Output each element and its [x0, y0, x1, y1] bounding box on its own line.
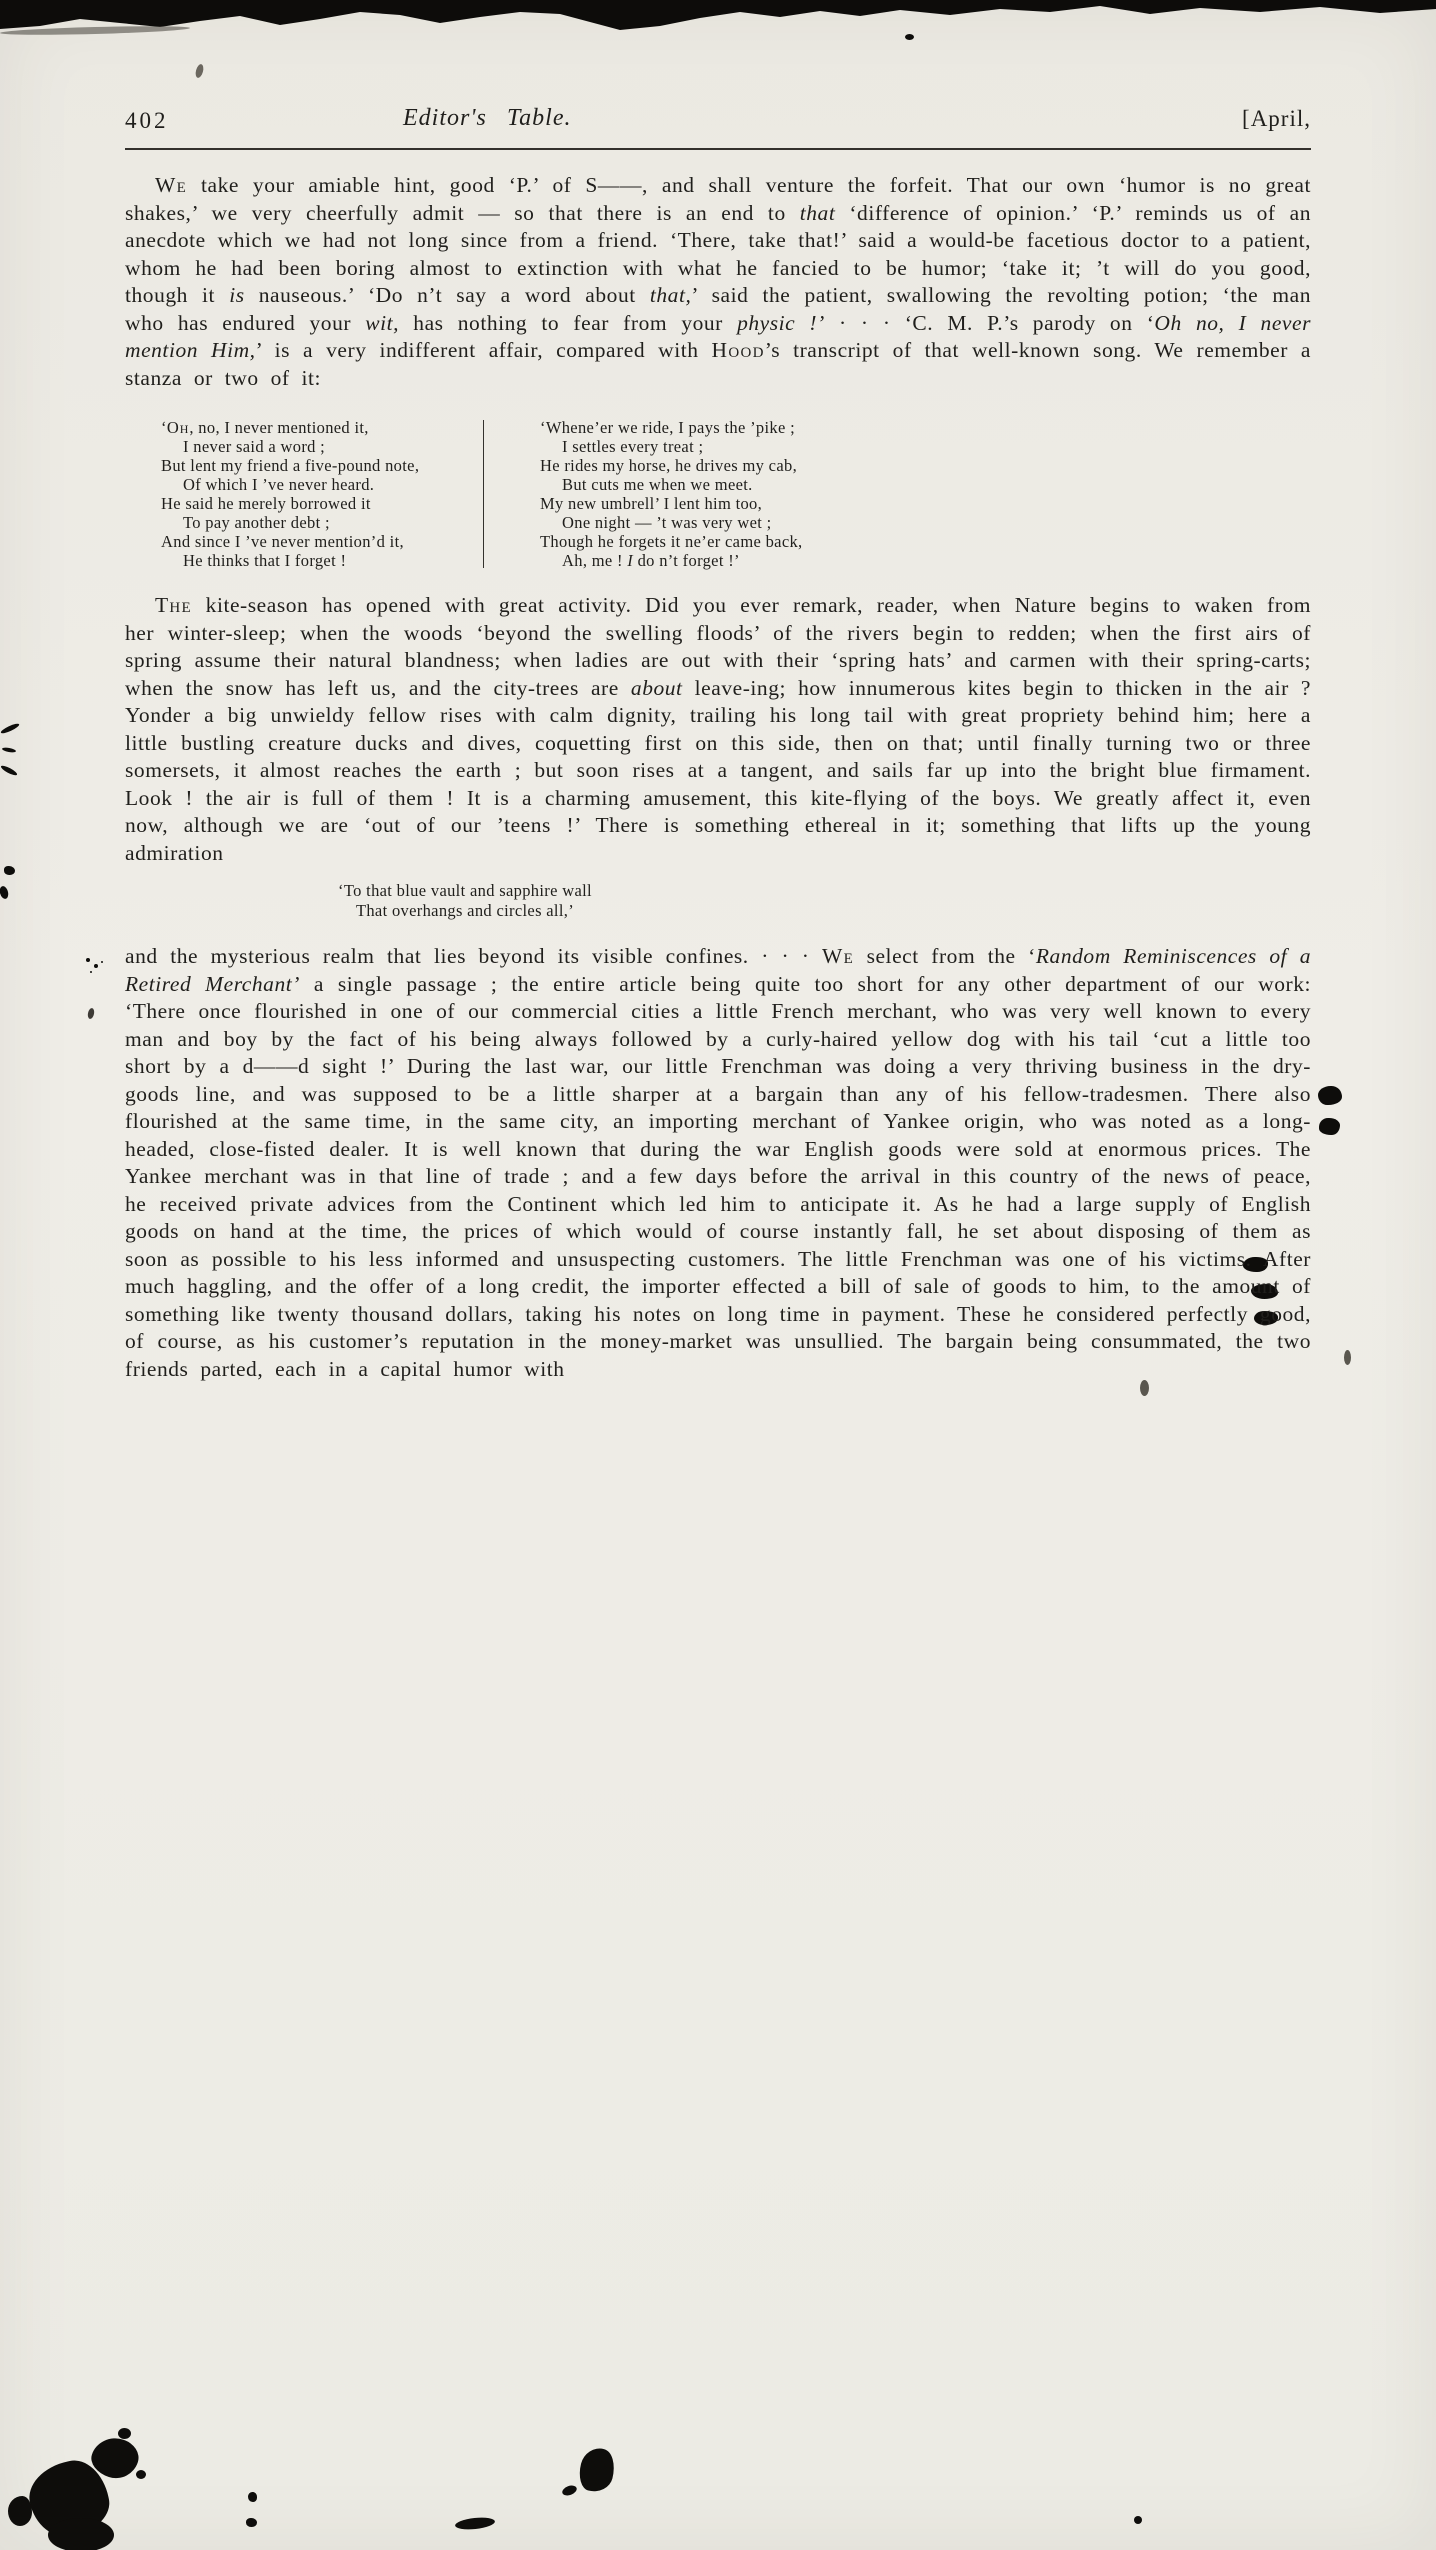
- stanza-block: [161, 418, 1311, 570]
- ink-smudge: [1344, 1350, 1351, 1365]
- stanza-right-column: ‘Whene’er we ride, I pays the ’pike ; I settles every treat ; He rides my horse, he drives my cab, But cuts me when we meet. My new umbrell’ I lent him too, One night — ’t was very wet ; Though he forgets it ne’er came back, Ah, me ! I do n’t forget !’: [540, 418, 803, 570]
- ink-blot: [246, 2518, 257, 2527]
- ink-blot: [87, 1007, 95, 1019]
- scan-edge-artifact: [0, 0, 1436, 32]
- ink-blot: [4, 866, 15, 875]
- ink-blot-bottom-left: [136, 2470, 146, 2479]
- stanza-left-column: ‘Oh, no, I never mentioned it, I never said a word ; But lent my friend a five-pound note, Of which I ’ve never heard. He said he merely borrowed it To pay another debt ; And since I ’ve never mention’d it, He thinks that I forget !: [161, 418, 420, 570]
- text-block: [125, 100, 1311, 1383]
- issue-date-label: [April,: [1242, 106, 1311, 131]
- paragraph-merchant: and the mysterious realm that lies beyond its visible confines. · · · We select from the ‘Random Reminiscences of a Retired Merchant’ a single passage ; the entire article being quite too short for any other department of our work: ‘There once flourished in one of our commercial cities a little French merchant, who was very well known to every man and boy by the fact of his being always followed by a curly-haired yellow dog with his tail ‘cut a little too short by a d——d sight !’ During the last war, our little Frenchman was doing a very thriving business in the dry-goods line, and was supposed to be a little sharper at a bargain than any of his fellow-tradesmen. There also flourished at the same time, in the same city, an importing merchant of Yankee origin, who was noted as a long-headed, close-fisted dealer. It is well known that during the war English goods were sold at enormous prices. The Yankee merchant was in that line of trade ; and a few days before the arrival in this country of the news of peace, he received private advices from the Continent which led him to anticipate it. As he had a large supply of English goods on hand at the time, the prices of which would of course instantly fall, he set about disposing of them as soon as possible to his less informed and unsuspecting customers. The little Frenchman was one of his victims. After much haggling, and the offer of a long credit, the importer effected a bill of sale of goods to him, to the amount of something like twenty thousand dollars, taking his notes on long time in payment. These he considered perfectly good, of course, as his customer’s reputation in the money-market was unsullied. The bargain being consummated, the two friends parted, each in a capital humor with: [125, 944, 1312, 1381]
- ink-blot: [0, 885, 10, 900]
- ink-blot-bottom-center: [561, 2484, 578, 2498]
- header-rule: [125, 148, 1311, 150]
- page-number: 402: [125, 108, 169, 133]
- page-header: [125, 100, 1311, 142]
- ink-blot: [2, 747, 16, 753]
- ink-blot: [86, 958, 90, 962]
- running-title: Editor's Table.: [403, 105, 572, 131]
- ink-blot: [1319, 1118, 1340, 1135]
- ink-blot-bottom-left: [118, 2428, 131, 2439]
- paragraph-kite-season: The kite-season has opened with great activity. Did you ever remark, reader, when Nature begins to waken from her winter-sleep; when the woods ‘beyond the swelling floods’ of the rivers begin to redden; when the first airs of spring assume their natural blandness; when ladies are out with their ‘spring hats’ and carmen with their spring-carts; when the snow has left us, and the city-trees are about leave-ing; how innumerous kites begin to thicken in the air ? Yonder a big unwieldy fellow rises with calm dignity, trailing his long tail with great propriety behind him; here a little bustling creature ducks and dives, coquetting first on this side, then on that; until finally turning two or three somersets, it almost reaches the earth ; but soon rises at a tangent, and sails far up into the bright blue firmament. Look ! the air is full of them ! It is a charming amusement, this kite-flying of the boys. We greatly affect it, even now, although we are ‘out of our ’teens !’ There is something ethereal in it; something that lifts up the young admiration: [125, 593, 1311, 865]
- ink-blot: [248, 2492, 257, 2502]
- ink-blot: [1318, 1086, 1342, 1105]
- ink-blot: [0, 722, 20, 735]
- ink-blot: [455, 2516, 496, 2531]
- paragraph-anecdote: We take your amiable hint, good ‘P.’ of S——, and shall venture the forfeit. That our own ‘humor is no great shakes,’ we very cheerfully admit — so that there is an end to that ‘difference of opinion.’ ‘P.’ reminds us of an anecdote which we had not long since from a friend. ‘There, take that!’ said a would-be facetious doctor to a patient, whom he had been boring almost to extinction with what he fancied to be humor; ‘take it; ’t will do you good, though it is nauseous.’ ‘Do n’t say a word about that,’ said the patient, swallowing the revolting potion; ‘the man who has endured your wit, has nothing to fear from your physic !’ · · · ‘C. M. P.’s parody on ‘Oh no, I never mention Him,’ is a very indifferent affair, compared with Hood’s transcript of that well-known song. We remember a stanza or two of it:: [125, 173, 1312, 390]
- ink-blot-bottom-left: [48, 2518, 114, 2550]
- ink-blot-bottom-left: [8, 2496, 32, 2526]
- ink-blot: [0, 764, 18, 777]
- ink-blot: [905, 34, 914, 40]
- ink-blot: [1134, 2516, 1142, 2524]
- ink-blot-bottom-center: [575, 2445, 619, 2496]
- couplet-quote: ‘To that blue vault and sapphire wall That overhangs and circles all,’: [338, 881, 592, 920]
- ink-blot: [194, 63, 204, 78]
